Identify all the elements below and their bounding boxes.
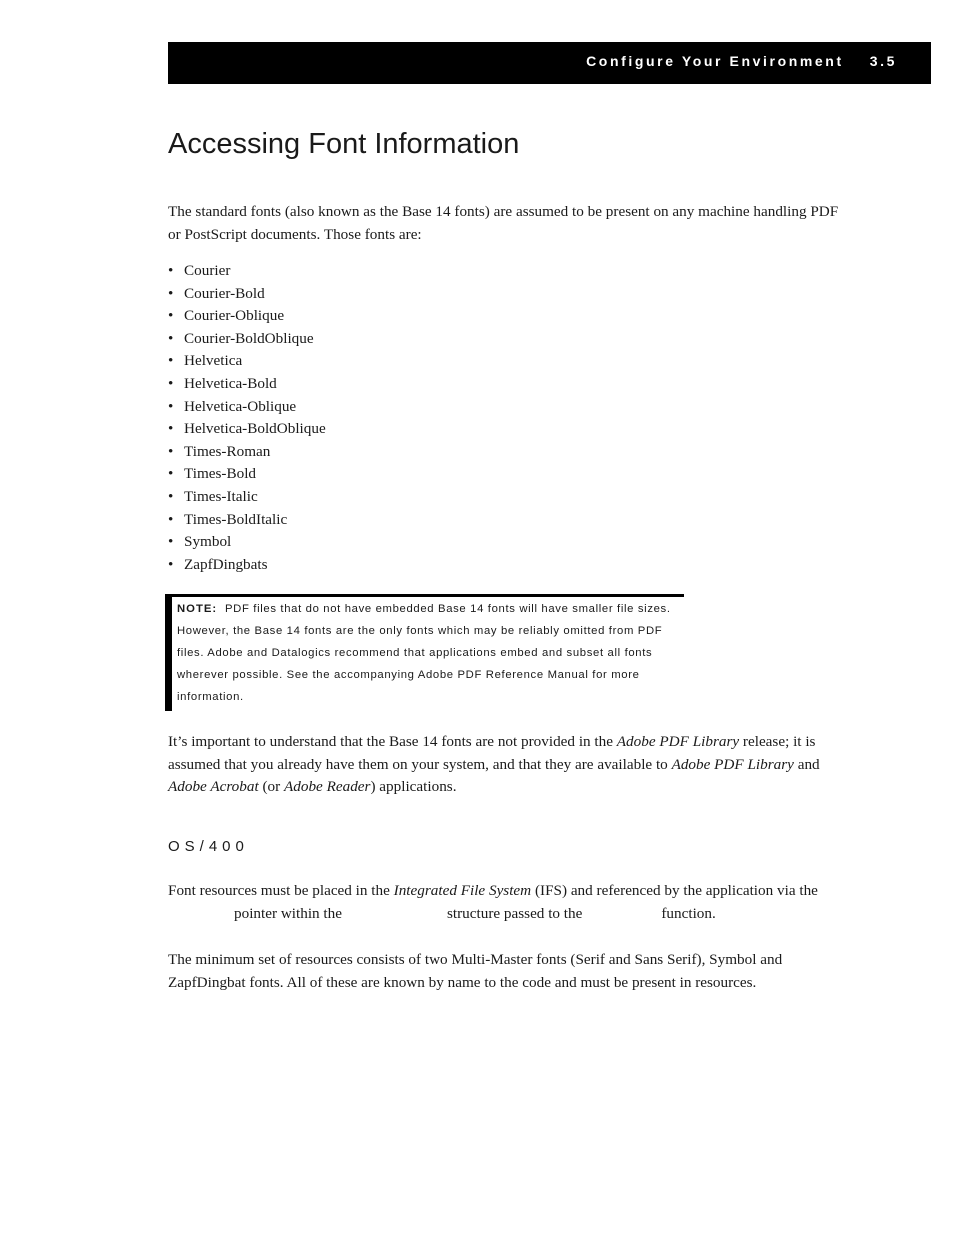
list-item (168, 509, 326, 532)
minimum-resources-paragraph: The minimum set of resources consists of two Multi-Master fonts (Serif and Sans Serif), Symbol and ZapfDingbat fonts. All of these are known by name to the code and must be present in resources. (168, 951, 783, 991)
bullet: • (168, 510, 174, 528)
list-item (168, 441, 326, 464)
text-run: Font resources must be placed in the (168, 882, 394, 899)
text-run: structure passed to the (446, 904, 583, 922)
section-title: Configure Your Environment (586, 53, 844, 69)
text-run: and (793, 755, 820, 773)
list-item (168, 373, 326, 396)
list-item-text: Times-Bold (184, 465, 257, 483)
product-name: Adobe Acrobat (168, 778, 259, 795)
bullet: • (168, 533, 174, 551)
list-item-text: Times-BoldItalic (184, 510, 288, 528)
product-name: Adobe PDF Library (616, 733, 740, 750)
list-item-text: Times-Roman (184, 442, 271, 460)
text-run: function. (661, 904, 716, 922)
term: Integrated File System (393, 882, 532, 899)
text-run: ) applications. (370, 778, 457, 795)
bullet: • (168, 442, 174, 460)
list-item (168, 305, 326, 328)
bullet: • (168, 329, 174, 347)
bullet: • (168, 487, 174, 505)
bullet: • (168, 420, 174, 438)
page-number: 3.5 (869, 53, 897, 69)
list-item-text: Helvetica-Bold (184, 374, 277, 392)
text-run: pointer within the (234, 904, 342, 922)
list-item (168, 260, 326, 283)
running-header-text (586, 53, 897, 69)
list-item (168, 554, 326, 577)
list-item-text: Courier-Bold (184, 284, 265, 302)
list-item-text: Helvetica-BoldOblique (184, 420, 326, 438)
section-heading-os400: OS/400 (168, 838, 249, 855)
text-run: It’s important to understand that the Base 14 fonts are not provided in the (168, 733, 617, 750)
list-item (168, 531, 326, 554)
product-name: Adobe PDF Library (671, 755, 794, 773)
list-item (168, 418, 326, 441)
list-item (168, 283, 326, 306)
list-item (168, 486, 326, 509)
bullet: • (168, 555, 174, 573)
note-text (177, 598, 682, 708)
note-body: PDF files that do not have embedded Base 14 fonts will have smaller file sizes. However, the Base 14 fonts are the only fonts which may be reliably omitted from PDF files. Adobe and Datalogics recommend that applications embed and subset all fonts wherever possible. See the accompanying Adobe PDF Reference Manual for more information. (177, 603, 671, 703)
product-name: Adobe Reader (284, 778, 371, 795)
text-run: (IFS) and referenced by the application via the (531, 882, 818, 899)
bullet: • (168, 284, 174, 302)
list-item-text: ZapfDingbats (184, 555, 268, 573)
page-title: Accessing Font Information (168, 128, 520, 160)
note-label: NOTE: (177, 603, 218, 615)
list-item (168, 328, 326, 351)
text-run: release; it is assumed that you already have them on your system, and that they are available to (168, 733, 816, 773)
bullet: • (168, 352, 174, 370)
bullet: • (168, 374, 174, 392)
list-item-text: Helvetica (184, 352, 243, 370)
bullet: • (168, 307, 174, 325)
base14-availability-paragraph (168, 731, 848, 799)
running-header-bar (168, 42, 931, 84)
list-item-text: Courier-Oblique (184, 307, 285, 325)
list-item-text: Symbol (184, 533, 232, 551)
list-item (168, 350, 326, 373)
bullet: • (168, 397, 174, 415)
bullet: • (168, 465, 174, 483)
bullet: • (168, 262, 174, 279)
intro-paragraph: The standard fonts (also known as the Base 14 fonts) are assumed to be present on any machine handling PDF or PostScript documents. Those fonts are: (168, 203, 839, 243)
list-item-text: Courier-BoldOblique (184, 329, 314, 347)
list-item-text: Courier (184, 262, 231, 279)
font-resources-paragraph (168, 880, 848, 925)
list-item (168, 396, 326, 419)
list-item-text: Helvetica-Oblique (184, 397, 297, 415)
text-run: (or (258, 778, 284, 795)
list-item (168, 463, 326, 486)
base14-font-list (168, 260, 326, 576)
list-item-text: Times-Italic (184, 487, 258, 505)
